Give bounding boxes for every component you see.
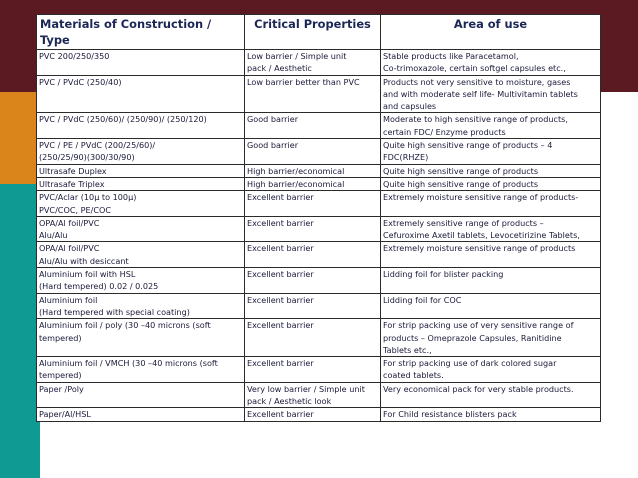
table-row — [37, 268, 601, 294]
property-cell: Excellent barrier — [245, 408, 381, 421]
table-row — [37, 242, 601, 268]
material-cell: OPA/Al foil/PVC Alu/Alu with desiccant — [37, 242, 245, 268]
header-materials: Materials of Construction / Type — [37, 15, 245, 50]
slide-accent-teal — [0, 184, 40, 478]
property-cell: Excellent barrier — [245, 268, 381, 294]
header-critical-properties: Critical Properties — [245, 15, 381, 50]
material-cell: Aluminium foil (Hard tempered with special coating) — [37, 293, 245, 319]
table-row — [37, 75, 601, 113]
header-area-of-use: Area of use — [381, 15, 601, 50]
material-cell: Paper /Poly — [37, 382, 245, 408]
use-cell: Lidding foil for blister packing — [381, 268, 601, 294]
table-row — [37, 293, 601, 319]
material-cell: Ultrasafe Duplex — [37, 164, 245, 177]
table-row — [37, 164, 601, 177]
use-cell: For Child resistance blisters pack — [381, 408, 601, 421]
use-cell: Very economical pack for very stable products. — [381, 382, 601, 408]
use-cell: Extremely moisture sensitive range of products- — [381, 191, 601, 217]
material-cell: Aluminium foil with HSL (Hard tempered) 0.02 / 0.025 — [37, 268, 245, 294]
property-cell: Excellent barrier — [245, 357, 381, 383]
use-cell: Extremely moisture sensitive range of products — [381, 242, 601, 268]
table-row — [37, 177, 601, 190]
property-cell: Very low barrier / Simple unit pack / Aesthetic look — [245, 382, 381, 408]
material-cell: PVC/Aclar (10µ to 100µ) PVC/COC, PE/COC — [37, 191, 245, 217]
material-cell: PVC / PVdC (250/60)/ (250/90)/ (250/120) — [37, 113, 245, 139]
property-cell: High barrier/economical — [245, 164, 381, 177]
use-cell: Quite high sensitive range of products – 4 FDC(RHZE) — [381, 139, 601, 165]
material-cell: PVC 200/250/350 — [37, 50, 245, 76]
table-row — [37, 382, 601, 408]
table-row — [37, 50, 601, 76]
material-cell: Ultrasafe Triplex — [37, 177, 245, 190]
slide-accent-orange — [0, 92, 40, 184]
table-header-row — [37, 15, 601, 50]
material-cell: PVC / PVdC (250/40) — [37, 75, 245, 113]
material-cell: Paper/Al/HSL — [37, 408, 245, 421]
property-cell: Excellent barrier — [245, 216, 381, 242]
material-cell: OPA/Al foil/PVC Alu/Alu — [37, 216, 245, 242]
material-cell: PVC / PE / PVdC (200/25/60)/ (250/25/90)(300/30/90) — [37, 139, 245, 165]
use-cell: For strip packing use of very sensitive range of products – Omeprazole Capsules, Ranitidine Tablets etc., — [381, 319, 601, 357]
table-body — [37, 50, 601, 422]
property-cell: Good barrier — [245, 139, 381, 165]
property-cell: Excellent barrier — [245, 191, 381, 217]
use-cell: Quite high sensitive range of products — [381, 177, 601, 190]
use-cell: Moderate to high sensitive range of products, certain FDC/ Enzyme products — [381, 113, 601, 139]
property-cell: Good barrier — [245, 113, 381, 139]
table-row — [37, 191, 601, 217]
use-cell: Lidding foil for COC — [381, 293, 601, 319]
use-cell: Products not very sensitive to moisture, gases and with moderate self life- Multivitamin tablets and capsules — [381, 75, 601, 113]
table-row — [37, 139, 601, 165]
property-cell: Low barrier better than PVC — [245, 75, 381, 113]
use-cell: For strip packing use of dark colored sugar coated tablets. — [381, 357, 601, 383]
materials-table — [36, 14, 601, 422]
table-row — [37, 319, 601, 357]
property-cell: High barrier/economical — [245, 177, 381, 190]
material-cell: Aluminium foil / VMCH (30 –40 microns (soft tempered) — [37, 357, 245, 383]
table-row — [37, 216, 601, 242]
property-cell: Low barrier / Simple unit pack / Aesthetic — [245, 50, 381, 76]
table-row — [37, 408, 601, 421]
property-cell: Excellent barrier — [245, 319, 381, 357]
table-row — [37, 357, 601, 383]
material-cell: Aluminium foil / poly (30 –40 microns (soft tempered) — [37, 319, 245, 357]
table-row — [37, 113, 601, 139]
property-cell: Excellent barrier — [245, 242, 381, 268]
property-cell: Excellent barrier — [245, 293, 381, 319]
use-cell: Extremely sensitive range of products – Cefuroxime Axetil tablets, Levocetirizine Tablets, — [381, 216, 601, 242]
use-cell: Quite high sensitive range of products — [381, 164, 601, 177]
use-cell: Stable products like Paracetamol, Co-trimoxazole, certain softgel capsules etc., — [381, 50, 601, 76]
